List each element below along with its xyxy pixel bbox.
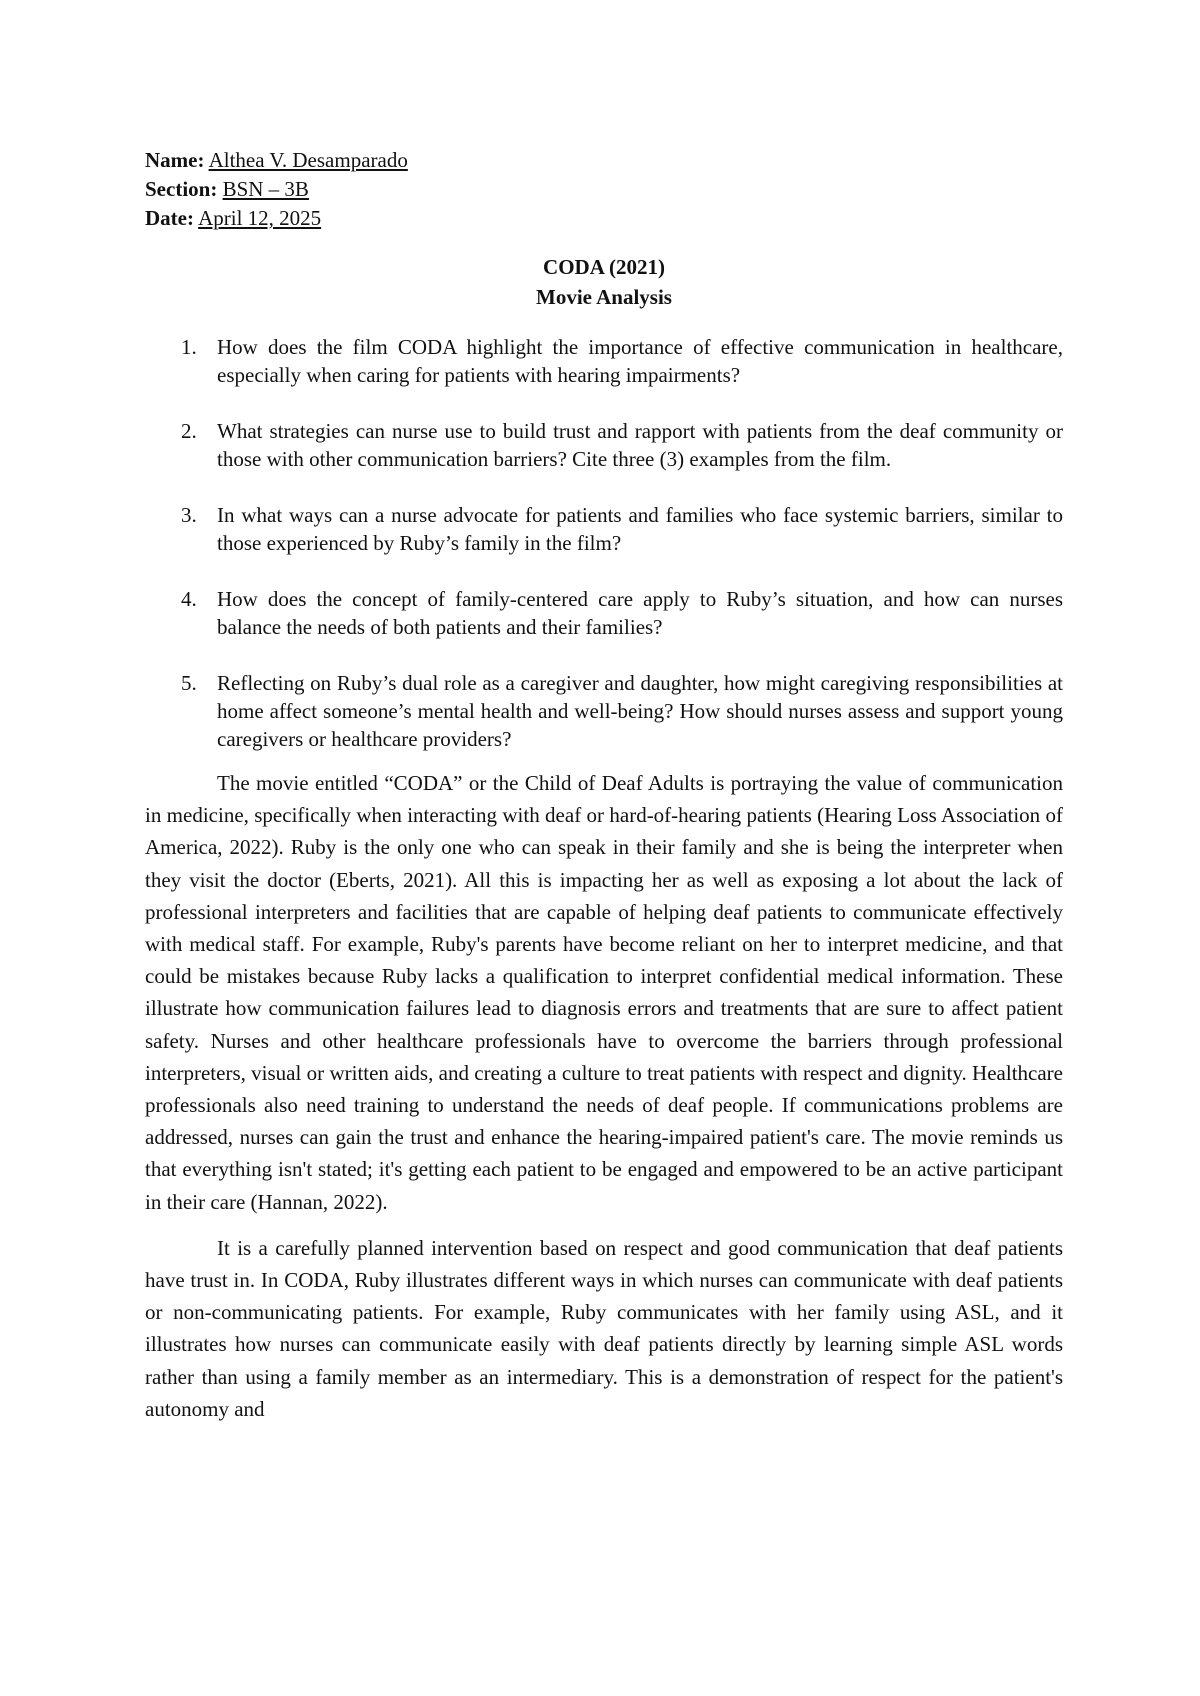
body-paragraph-1: The movie entitled “CODA” or the Child of Deaf Adults is portraying the value of communication in medicine, specifically when interacting with deaf or hard-of-hearing patients (Hearing Loss Association of America, 2022). Ruby is the only one who can speak in their family and she is being the interpreter when they visit the doctor (Eberts, 2021). All this is impacting her as well as exposing a lot about the lack of professional interpreters and facilities that are capable of helping deaf patients to communicate effectively with medical staff. For example, Ruby's parents have become reliant on her to interpret medicine, and that could be mistakes because Ruby lacks a qualification to interpret confidential medical information. These illustrate how communication failures lead to diagnosis errors and treatments that are sure to affect patient safety. Nurses and other healthcare professionals have to overcome the barriers through professional interpreters, visual or written aids, and creating a culture to treat patients with respect and dignity. Healthcare professionals also need training to understand the needs of deaf people. If communications problems are addressed, nurses can gain the trust and enhance the hearing-impaired patient's care. The movie reminds us that everything isn't stated; it's getting each patient to be engaged and empowered to be an active participant in their care (Hannan, 2022).	[145, 771, 1063, 1214]
question-text: What strategies can nurse use to build trust and rapport with patients from the deaf community or those with other communication barriers? Cite three (3) examples from the film.	[217, 419, 1063, 471]
document-title: CODA (2021)	[543, 255, 665, 279]
section-line	[145, 175, 1063, 204]
name-label: Name:	[145, 148, 205, 172]
question-item	[145, 585, 1063, 641]
question-number: 2.	[181, 419, 197, 443]
question-item	[145, 669, 1063, 753]
body-paragraph-2: It is a carefully planned intervention based on respect and good communication that deaf patients have trust in. In CODA, Ruby illustrates different ways in which nurses can communicate with deaf patients or non-communicating patients. For example, Ruby communicates with her family using ASL, and it illustrates how nurses can communicate easily with deaf patients directly by learning simple ASL words rather than using a family member as an intermediary. This is a demonstration of respect for the patient's autonomy and	[145, 1235, 1063, 1421]
question-number: 3.	[181, 503, 197, 527]
title-block	[145, 253, 1063, 313]
date-line	[145, 204, 1063, 233]
question-text: Reflecting on Ruby’s dual role as a caregiver and daughter, how might caregiving responsibilities at home affect someone’s mental health and well-being? How should nurses assess and support young caregivers or healthcare providers?	[217, 671, 1063, 751]
question-number: 5.	[181, 671, 197, 695]
section-value: BSN – 3B	[222, 177, 309, 201]
document-subtitle: Movie Analysis	[536, 285, 672, 309]
question-item	[145, 333, 1063, 389]
question-item	[145, 417, 1063, 473]
name-value: Althea V. Desamparado	[208, 148, 408, 172]
date-label: Date:	[145, 206, 194, 230]
question-text: How does the film CODA highlight the importance of effective communication in healthcare, especially when caring for patients with hearing impairments?	[217, 335, 1063, 387]
section-label: Section:	[145, 177, 218, 201]
question-number: 4.	[181, 587, 197, 611]
document-content	[145, 146, 1063, 1425]
question-text: How does the concept of family-centered care apply to Ruby’s situation, and how can nurses balance the needs of both patients and their families?	[217, 587, 1063, 639]
question-list	[145, 333, 1063, 753]
question-text: In what ways can a nurse advocate for patients and families who face systemic barriers, similar to those experienced by Ruby’s family in the film?	[217, 503, 1063, 555]
date-value: April 12, 2025	[198, 206, 322, 230]
question-number: 1.	[181, 335, 197, 359]
question-item	[145, 501, 1063, 557]
name-line	[145, 146, 1063, 175]
